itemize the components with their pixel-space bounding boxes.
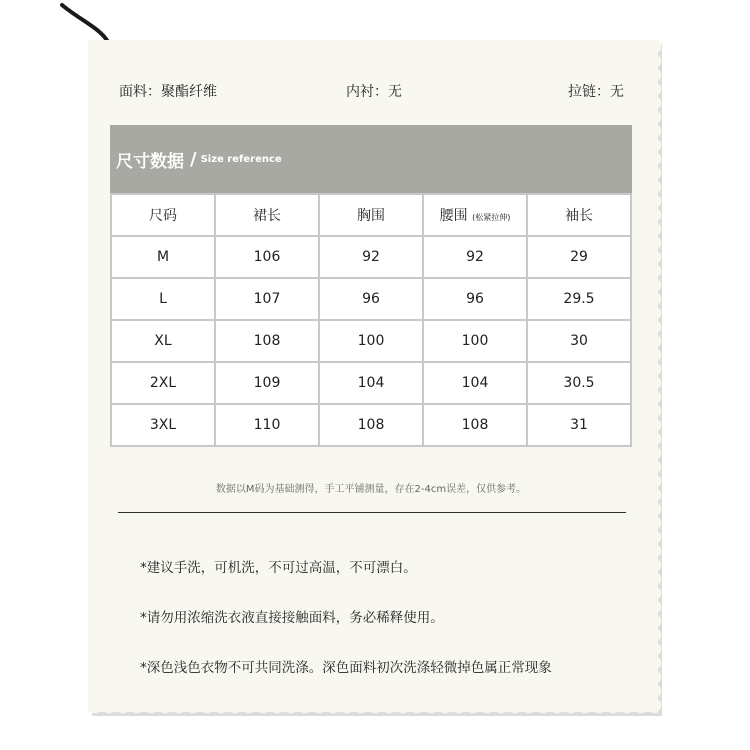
table-cell: 30 (527, 320, 631, 362)
table-cell: 100 (423, 320, 527, 362)
table-header-row (111, 194, 631, 236)
table-cell: 110 (215, 404, 319, 446)
table-cell: 108 (319, 404, 423, 446)
care-instruction: *请勿用浓缩洗衣液直接接触面料，务必稀释使用。 (140, 610, 444, 626)
table-cell: L (111, 278, 215, 320)
table-cell: 109 (215, 362, 319, 404)
table-row (111, 278, 631, 320)
lining-info: 内衬：无 (346, 84, 402, 100)
size-table-header (110, 125, 632, 193)
table-cell: 107 (215, 278, 319, 320)
column-header: 裙长 (215, 194, 319, 236)
table-row (111, 404, 631, 446)
column-header-label: 腰围 (439, 208, 468, 224)
scalloped-edge-bottom (88, 706, 658, 720)
table-cell: 29.5 (527, 278, 631, 320)
table-cell: 100 (319, 320, 423, 362)
table-row (111, 320, 631, 362)
column-header: 袖长 (527, 194, 631, 236)
column-header: 尺码 (111, 194, 215, 236)
table-cell: XL (111, 320, 215, 362)
zipper-info: 拉链：无 (568, 84, 624, 100)
table-cell: 3XL (111, 404, 215, 446)
size-table-title: 尺寸数据 (116, 151, 184, 172)
title-separator: / (190, 148, 197, 170)
care-instruction: *建议手洗，可机洗，不可过高温，不可漂白。 (140, 560, 417, 576)
size-table-section (110, 125, 632, 447)
table-cell: 31 (527, 404, 631, 446)
table-cell: 108 (215, 320, 319, 362)
fabric-info: 面料：聚酯纤维 (119, 84, 217, 100)
measurement-footnote: 数据以M码为基础测得，手工平铺测量，存在2-4cm误差，仅供参考。 (215, 484, 527, 495)
table-cell: 92 (319, 236, 423, 278)
table-cell: 104 (319, 362, 423, 404)
column-header: 胸围 (319, 194, 423, 236)
table-cell: 92 (423, 236, 527, 278)
table-cell: M (111, 236, 215, 278)
table-cell: 104 (423, 362, 527, 404)
table-cell: 108 (423, 404, 527, 446)
care-instruction: *深色浅色衣物不可共同洗涤。深色面料初次洗涤轻微掉色属正常现象 (140, 660, 552, 676)
scalloped-edge-right (654, 40, 666, 712)
column-header (423, 194, 527, 236)
table-cell: 30.5 (527, 362, 631, 404)
table-cell: 96 (319, 278, 423, 320)
size-table (110, 193, 632, 447)
size-table-subtitle: Size reference (200, 153, 282, 165)
table-cell: 29 (527, 236, 631, 278)
waist-note: (松紧拉伸) (472, 213, 511, 222)
table-cell: 106 (215, 236, 319, 278)
section-divider (118, 512, 626, 513)
table-cell: 2XL (111, 362, 215, 404)
table-row (111, 236, 631, 278)
table-cell: 96 (423, 278, 527, 320)
table-row (111, 362, 631, 404)
